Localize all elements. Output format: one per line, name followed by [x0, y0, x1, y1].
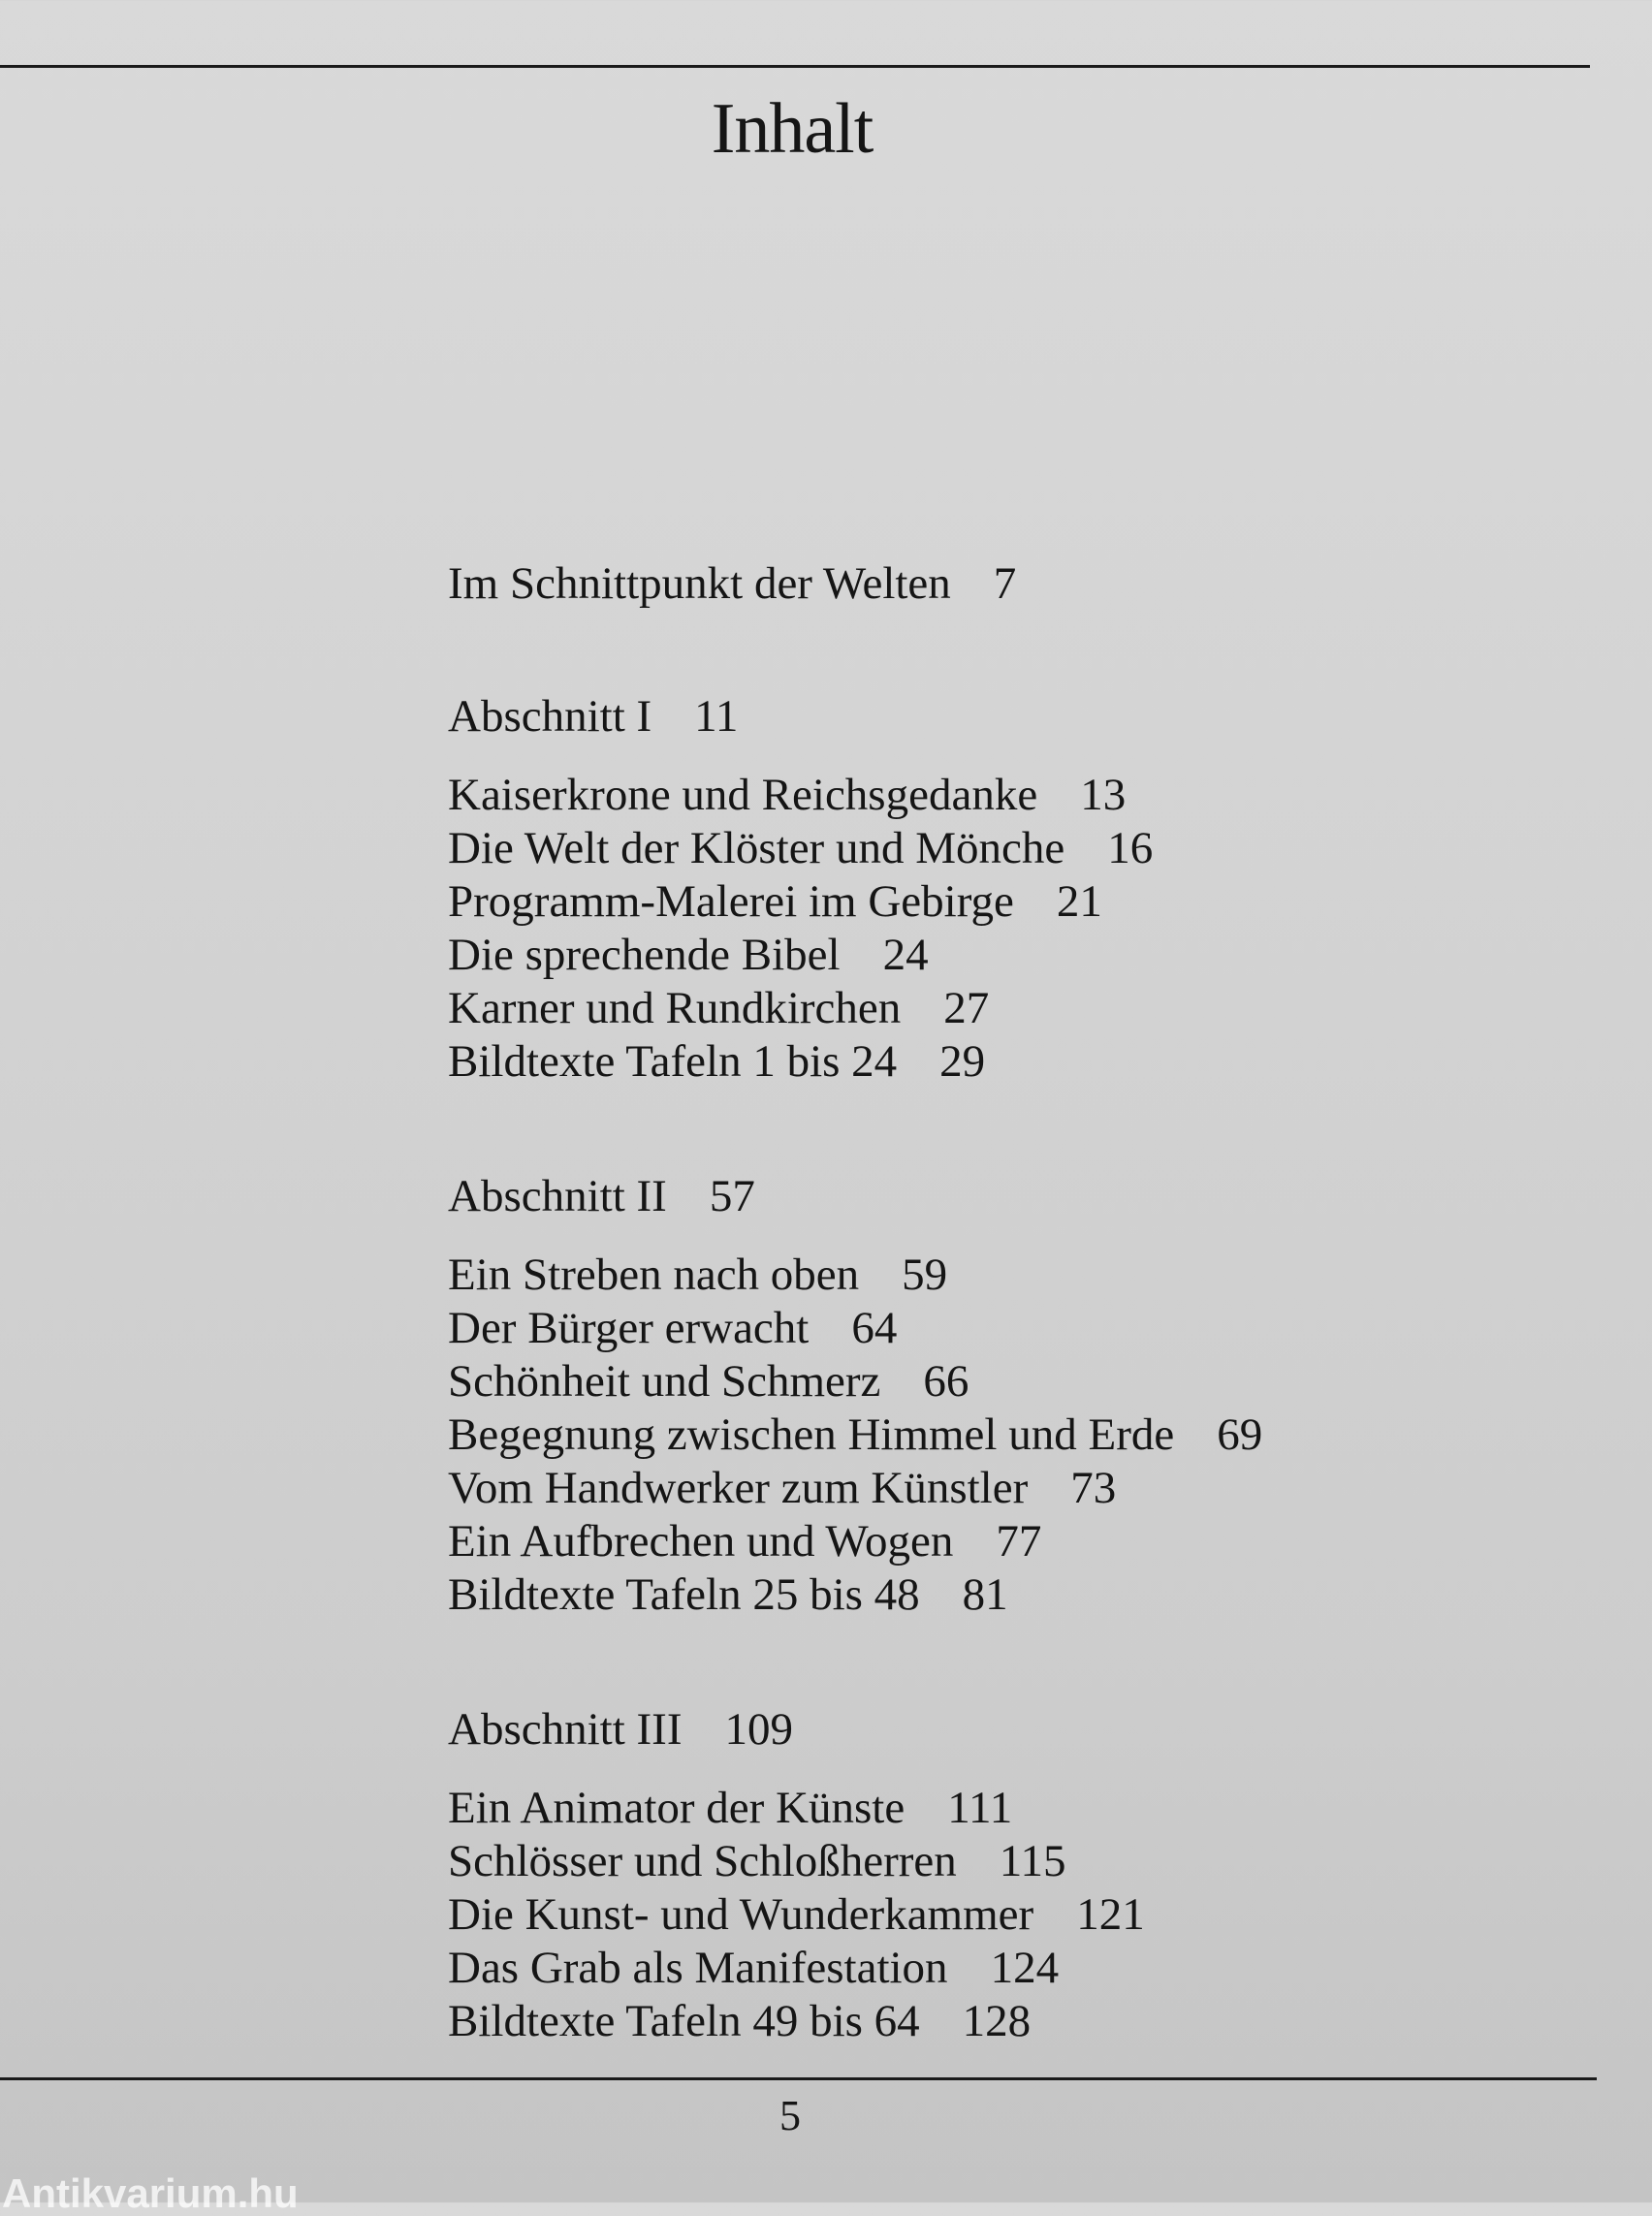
toc-entry	[448, 875, 1563, 929]
toc-entry-label: Vom Handwerker zum Künstler	[448, 1463, 1029, 1513]
page-number: 5	[779, 2092, 801, 2139]
toc-entry-page: 27	[943, 983, 990, 1033]
toc-entry	[448, 1995, 1563, 2048]
toc-entry-label: Die sprechende Bibel	[448, 930, 841, 980]
section-heading	[448, 690, 1563, 744]
toc-entry-label: Im Schnittpunkt der Welten	[448, 558, 951, 609]
toc-entry	[448, 1302, 1563, 1355]
toc-entry	[448, 1568, 1563, 1622]
toc-entry	[448, 1355, 1563, 1409]
section-heading-label: Abschnitt I	[448, 691, 652, 742]
toc-section-2	[448, 1170, 1563, 1622]
section-heading-page: 11	[694, 691, 739, 742]
toc-entry-page: 66	[923, 1356, 969, 1407]
bottom-rule	[0, 2077, 1597, 2080]
section-heading	[448, 1703, 1563, 1757]
top-rule	[0, 65, 1590, 68]
toc-entry	[448, 1888, 1563, 1942]
toc-entry-label: Bildtexte Tafeln 49 bis 64	[448, 1996, 920, 2046]
toc-entry-page: 29	[939, 1036, 986, 1087]
section-heading	[448, 1170, 1563, 1223]
toc-entry-page: 59	[902, 1250, 948, 1300]
table-of-contents	[448, 557, 1563, 2048]
toc-entry-label: Die Welt der Klöster und Mönche	[448, 823, 1065, 873]
toc-entry	[448, 1409, 1563, 1462]
toc-section-3	[448, 1703, 1563, 2048]
toc-entry	[448, 929, 1563, 982]
toc-entry-label: Bildtexte Tafeln 1 bis 24	[448, 1036, 898, 1087]
toc-entry	[448, 769, 1563, 822]
toc-entry-page: 7	[993, 558, 1017, 609]
toc-entry	[448, 1035, 1563, 1089]
watermark: Antikvarium.hu	[2, 2170, 299, 2216]
section-heading-page: 57	[709, 1171, 755, 1221]
toc-entry-label: Ein Animator der Künste	[448, 1783, 905, 1833]
toc-entry-page: 21	[1056, 876, 1102, 927]
toc-entry-page: 77	[996, 1516, 1042, 1567]
toc-entry-label: Der Bürger erwacht	[448, 1303, 810, 1353]
toc-entry-label: Ein Aufbrechen und Wogen	[448, 1516, 954, 1567]
toc-entry-label: Das Grab als Manifestation	[448, 1943, 948, 1993]
toc-entry-label: Begegnung zwischen Himmel und Erde	[448, 1409, 1175, 1460]
toc-entry-page: 69	[1217, 1409, 1263, 1460]
toc-entry-page: 115	[999, 1836, 1066, 1886]
toc-entry-label: Schlösser und Schloßherren	[448, 1836, 957, 1886]
toc-entry-label: Die Kunst- und Wunderkammer	[448, 1889, 1034, 1940]
section-heading-label: Abschnitt II	[448, 1171, 667, 1221]
toc-entry-page: 121	[1076, 1889, 1145, 1940]
toc-entry-label: Karner und Rundkirchen	[448, 983, 902, 1033]
toc-entry-page: 81	[962, 1569, 1008, 1620]
toc-entry-page: 73	[1070, 1463, 1117, 1513]
toc-entry-page: 128	[962, 1996, 1032, 2046]
toc-entry-label: Ein Streben nach oben	[448, 1250, 860, 1300]
toc-entry	[448, 1835, 1563, 1888]
toc-entry	[448, 1515, 1563, 1568]
toc-entry-page: 24	[882, 930, 929, 980]
toc-entry-page: 64	[851, 1303, 898, 1353]
toc-entry-page: 124	[990, 1943, 1060, 1993]
toc-entry-intro	[448, 557, 1563, 611]
toc-entry	[448, 822, 1563, 875]
toc-entry-label: Kaiserkrone und Reichsgedanke	[448, 770, 1038, 820]
toc-entry-label: Bildtexte Tafeln 25 bis 48	[448, 1569, 920, 1620]
toc-entry-page: 111	[947, 1783, 1013, 1833]
toc-entry-page: 16	[1107, 823, 1154, 873]
toc-section-1	[448, 690, 1563, 1089]
toc-entry	[448, 1249, 1563, 1302]
toc-entry-label: Programm-Malerei im Gebirge	[448, 876, 1014, 927]
toc-entry-page: 13	[1080, 770, 1127, 820]
section-heading-page: 109	[724, 1704, 793, 1755]
section-heading-label: Abschnitt III	[448, 1704, 683, 1755]
page-title: Inhalt	[711, 89, 874, 169]
toc-entry	[448, 1942, 1563, 1995]
toc-entry	[448, 982, 1563, 1035]
toc-entry	[448, 1782, 1563, 1835]
toc-entry	[448, 1462, 1563, 1515]
toc-entry-label: Schönheit und Schmerz	[448, 1356, 881, 1407]
